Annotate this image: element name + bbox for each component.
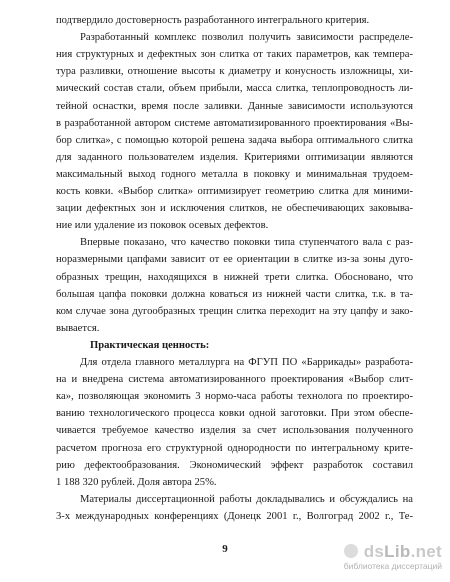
- text-line: рию дефектообразования. Экономический эффект разработок составил: [56, 459, 413, 471]
- text-line: максимальный выход годного металла в поковку и минимальная трудоем-: [56, 168, 413, 180]
- text-line: в разработанной автором системе автоматизированного проектирования «Вы-: [56, 117, 413, 129]
- text-line: ком случае зона дугообразных трещин слитка переходит на эту цапфу и зако-: [56, 305, 413, 317]
- text-line: расчетом прогноза его структурной однородности по интегральному крите-: [56, 442, 413, 454]
- text-line: зации дефектных зон и исключения слитков, не обеспечивающих заковыва-: [56, 203, 413, 215]
- text-line: Впервые показано, что качество поковки типа ступенчатого вала с раз-: [80, 237, 413, 249]
- text-line: большая цапфа поковки должна коваться из нижней части слитка, т.к. в та-: [56, 288, 413, 300]
- text-line: 3-х международных конференциях (Донецк 2001 г., Волгоград 2002 г., Те-: [56, 510, 413, 522]
- text-line: Для отдела главного металлурга на ФГУП ПО «Баррикады» разработа-: [80, 357, 413, 368]
- text-line: чивается требуемое качество изделия за счет использования полученного: [56, 425, 413, 437]
- text-line: бор слитка», с помощью которой решена задача выбора оптимального слитка: [56, 134, 413, 146]
- text-line: норазмерными цапфами зависит от ее ориентации в слитке из-за зоны дуго-: [56, 254, 413, 266]
- text-line: образных трещин, находящихся в нижней трети слитка. Обосновано, что: [56, 271, 413, 283]
- dslib-logo-icon: [344, 544, 358, 558]
- text-line: тейной оснастки, время после заливки. Данные зависимости используются: [56, 100, 413, 112]
- text-line: Разработанный комплекс позволил получить зависимости распределе-: [80, 32, 413, 44]
- text-line: вывается.: [56, 322, 100, 334]
- text-line: Материалы диссертационной работы докладывались и обсуждались на: [80, 493, 413, 505]
- text-line: для заданного пользователем изделия. Критериями оптимизации являются: [56, 151, 413, 163]
- text-line: ка», позволяющая экономить 3 нормо-часа работы технолога по проектиро-: [56, 391, 413, 403]
- text-line: на и внедрена система автоматизированного проектирования «Выбор слит-: [56, 374, 413, 386]
- dslib-watermark: [332, 542, 442, 576]
- text-line: подтвердило достоверность разработанного интегрального критерия.: [56, 15, 370, 26]
- text-line: мический состав стали, объем прибыли, масса слитка, теплопроводность ли-: [56, 83, 413, 95]
- text-line: ния структурных и дефектных зон слитка от таких параметров, как темпера-: [56, 49, 413, 61]
- text-line: тура разливки, отношение высоты к диаметру и конусность изложницы, хи-: [56, 66, 413, 78]
- text-line: ванию технологического процесса ковки одной заготовки. При этом обеспе-: [56, 408, 413, 420]
- page-number: 9: [222, 543, 228, 555]
- text-line: 1 188 320 рублей. Доля автора 25%.: [56, 476, 217, 488]
- watermark-logo: dsLib.net: [363, 542, 442, 561]
- text-line: кость ковки. «Выбор слитка» оптимизирует геометрию слитка для миними-: [56, 186, 413, 197]
- text-line: ние или удаление из поковок осевых дефектов.: [56, 220, 269, 232]
- text-line: Практическая ценность:: [90, 339, 210, 351]
- watermark-subtitle: библиотека диссертаций: [343, 561, 442, 571]
